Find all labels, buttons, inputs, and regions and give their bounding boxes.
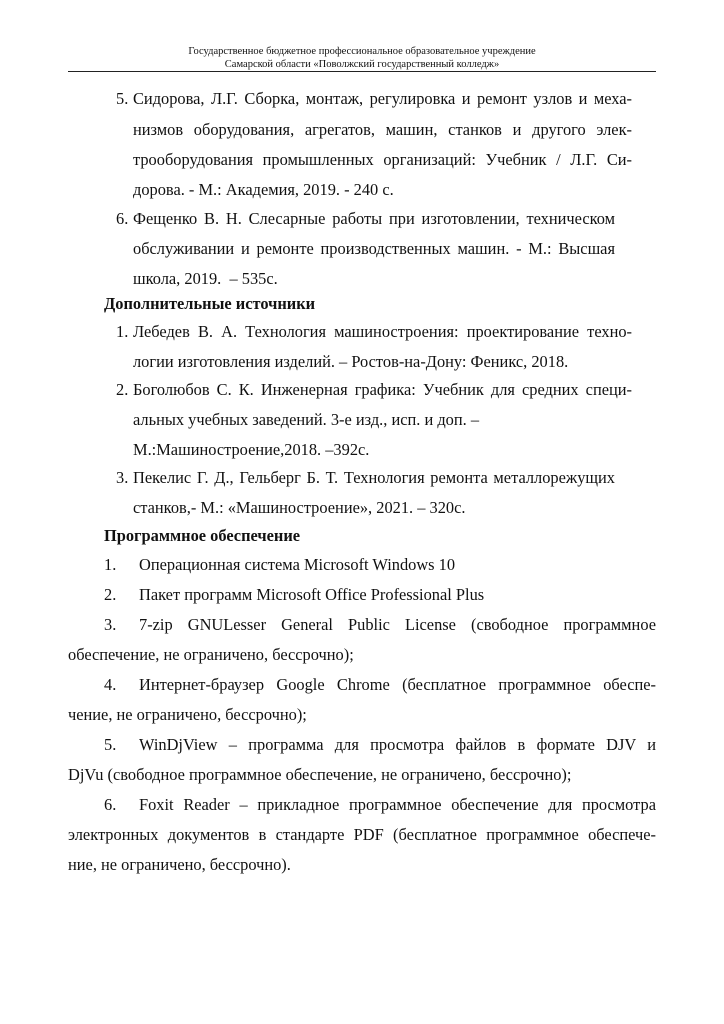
list-item-number: 2.	[116, 380, 129, 399]
list-item-line: электронных документов в стандарте PDF (бесплатное программное обеспече-	[68, 825, 656, 844]
list-item-line: чение, не ограничено, бессрочно);	[68, 705, 307, 724]
list-item-line: Foxit Reader – прикладное программное обеспечение для просмотра	[139, 795, 656, 814]
list-item-number: 5.	[116, 89, 129, 108]
list-item-line: Сидорова, Л.Г. Сборка, монтаж, регулировка и ремонт узлов и меха-	[133, 89, 632, 108]
list-item-line: 7-zip GNULesser General Public License (свободное программное	[139, 615, 656, 634]
list-item-number: 6.	[104, 795, 117, 814]
list-item-line: Лебедев В. А. Технология машиностроения: проектирование техно-	[133, 322, 632, 341]
list-item-number: 2.	[104, 585, 117, 604]
list-item-line: Пекелис Г. Д., Гельберг Б. Т. Технология ремонта металлорежущих	[133, 468, 615, 487]
list-item-line: школа, 2019. – 535с.	[133, 269, 278, 288]
list-item-line: логии изготовления изделий. – Ростов-на-Дону: Феникс, 2018.	[133, 352, 569, 371]
list-item-number: 1.	[104, 555, 117, 574]
list-item-line: дорова. - М.: Академия, 2019. - 240 с.	[133, 180, 394, 199]
list-item-line: М.:Машиностроение,2018. –392с.	[133, 440, 370, 459]
header-line-2: Самарской области «Поволжский государственный колледж»	[224, 59, 500, 70]
list-item-line: Боголюбов С. К. Инженерная графика: Учебник для средних специ-	[133, 380, 632, 399]
list-item-number: 1.	[116, 322, 129, 341]
list-item-line: Пакет программ Microsoft Office Professional Plus	[139, 585, 485, 604]
list-item-line: низмов оборудования, агрегатов, машин, станков и другого элек-	[133, 120, 632, 139]
list-item-line: альных учебных заведений. 3-е изд., исп. и доп. –	[133, 410, 480, 429]
section-heading-software: Программное обеспечение	[104, 526, 301, 545]
list-item-line: Фещенко В. Н. Слесарные работы при изготовлении, техническом	[133, 209, 615, 228]
list-item-line: обеспечение, не ограничено, бессрочно);	[68, 645, 354, 664]
list-item-number: 5.	[104, 735, 117, 754]
section-heading-additional: Дополнительные источники	[104, 294, 316, 313]
header-divider	[68, 71, 656, 72]
list-item-line: обслуживании и ремонте производственных машин. - М.: Высшая	[133, 239, 615, 258]
header-line-1: Государственное бюджетное профессиональное образовательное учреждение	[188, 46, 536, 57]
list-item-number: 4.	[104, 675, 117, 694]
list-item-line: Операционная система Microsoft Windows 10	[139, 555, 456, 574]
page-header	[68, 45, 656, 71]
list-item-line: Интернет-браузер Google Chrome (бесплатное программное обеспе-	[139, 675, 656, 694]
list-item-number: 3.	[116, 468, 129, 487]
list-item-number: 6.	[116, 209, 129, 228]
list-item-number: 3.	[104, 615, 117, 634]
list-item-line: DjVu (свободное программное обеспечение, не ограничено, бессрочно);	[68, 765, 572, 784]
list-item-line: ние, не ограничено, бессрочно).	[68, 855, 291, 874]
list-item-line: WinDjView – программа для просмотра файлов в формате DJV и	[139, 735, 656, 754]
list-item-line: станков,- М.: «Машиностроение», 2021. – 320с.	[133, 498, 466, 517]
list-item-line: трооборудования промышленных организаций: Учебник / Л.Г. Си-	[133, 150, 632, 169]
